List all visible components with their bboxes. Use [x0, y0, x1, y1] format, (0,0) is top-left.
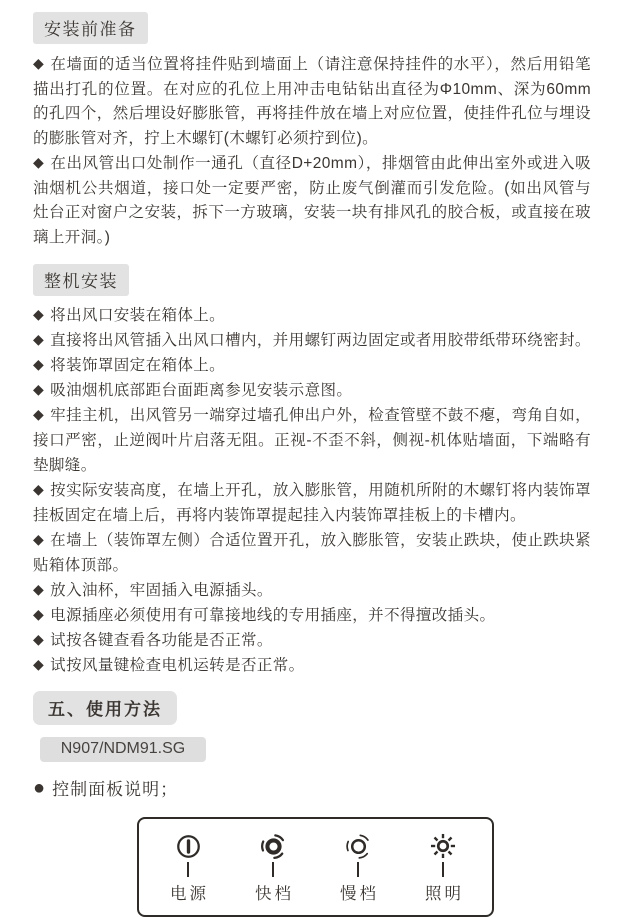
section-usage [33, 691, 591, 917]
list-item-text: 将出风口安装在箱体上。 [50, 307, 226, 324]
light-icon [430, 832, 456, 860]
section-header-usage: 五、使用方法 [33, 691, 177, 725]
fan-fast-icon [260, 832, 287, 860]
list-item-text: 吸油烟机底部距台面距离参见安装示意图。 [50, 382, 353, 399]
list-item [33, 653, 591, 678]
list-item-text: 按实际安装高度，在墙上开孔，放入膨胀管，用随机所附的木螺钉将内装饰罩挂板固定在墙上后，再将内装饰罩提起挂入内装饰罩挂板上的卡槽内。 [33, 482, 591, 524]
diamond-bullet-icon: ◆ [33, 606, 45, 622]
pointer-line [357, 862, 359, 877]
list-item [33, 628, 591, 653]
panel-button-slow [337, 832, 379, 905]
paragraph [33, 151, 591, 250]
model-number-badge: N907/NDM91.SG [40, 737, 206, 762]
panel-button-fast [252, 832, 294, 905]
panel-button-label: 慢档 [340, 885, 379, 903]
section-header-install: 整机安装 [33, 264, 129, 296]
list-item-text: 牢挂主机，出风管另一端穿过墙孔伸出户外，检查管壁不鼓不瘪，弯角自如，接口严密，止逆阀叶片启落无阻。正视-不歪不斜，侧视-机体贴墙面，下端略有垫脚缝。 [33, 407, 591, 474]
list-item-text: 电源插座必须使用有可靠接地线的专用插座，并不得擅改插头。 [50, 607, 496, 624]
panel-button-light [422, 832, 464, 905]
list-item-text: 直接将出风管插入出风口槽内，并用螺钉两边固定或者用胶带纸带环绕密封。 [50, 332, 591, 349]
fan-slow-icon [345, 832, 372, 860]
list-item-text: 试按风量键检查电机运转是否正常。 [50, 657, 305, 674]
panel-note-text: 控制面板说明； [52, 780, 179, 799]
diamond-bullet-icon: ◆ [33, 331, 45, 347]
power-icon [175, 832, 202, 860]
list-item-text: 放入油杯，牢固插入电源插头。 [50, 582, 273, 599]
paragraph-text: 在出风管出口处制作一通孔（直径D+20mm），排烟管由此伸出室外或进入吸油烟机公共烟道，接口处一定要严密，防止废气倒灌而引发危险。(如出风管与灶台正对窗户之安装，拆下一方玻璃，安装一块有排风孔的胶合板，或直接在玻璃上开洞。) [33, 155, 591, 246]
control-panel-diagram [137, 817, 494, 917]
diamond-bullet-icon: ◆ [33, 55, 45, 71]
diamond-bullet-icon: ◆ [33, 481, 45, 497]
diamond-bullet-icon: ◆ [33, 381, 45, 397]
panel-button-power [167, 832, 209, 905]
pointer-line [442, 862, 444, 877]
list-item [33, 603, 591, 628]
section-install [33, 264, 591, 678]
panel-note [33, 775, 591, 800]
pointer-line [272, 862, 274, 877]
list-item-text: 将装饰罩固定在箱体上。 [50, 357, 226, 374]
panel-button-label: 照明 [425, 885, 464, 903]
list-item [33, 478, 591, 528]
list-item [33, 353, 591, 378]
paragraph [33, 52, 591, 151]
circle-bullet-icon: ● [33, 776, 47, 799]
paragraph-text: 在墙面的适当位置将挂件贴到墙面上（请注意保持挂件的水平），然后用铅笔描出打孔的位置。在对应的孔位上用冲击电钻钻出直径为Φ10mm、深为60mm的孔四个，然后埋设好膨胀管，再将挂件放在墙上对应位置，使挂件孔位与埋设的膨胀管对齐，拧上木螺钉(木螺钉必须拧到位)。 [33, 56, 591, 147]
list-item [33, 578, 591, 603]
diamond-bullet-icon: ◆ [33, 581, 45, 597]
diamond-bullet-icon: ◆ [33, 154, 45, 170]
section-header-pre-install: 安装前准备 [33, 12, 148, 44]
diamond-bullet-icon: ◆ [33, 631, 45, 647]
list-item [33, 378, 591, 403]
list-item [33, 528, 591, 578]
list-item [33, 303, 591, 328]
diamond-bullet-icon: ◆ [33, 531, 45, 547]
list-item [33, 403, 591, 478]
list-item [33, 328, 591, 353]
diamond-bullet-icon: ◆ [33, 406, 45, 422]
list-item-text: 在墙上（装饰罩左侧）合适位置开孔，放入膨胀管，安装止跌块，使止跌块紧贴箱体顶部。 [33, 532, 591, 574]
pointer-line [187, 862, 189, 877]
panel-button-label: 电源 [170, 885, 209, 903]
section-pre-install [33, 12, 591, 250]
list-item-text: 试按各键查看各功能是否正常。 [50, 632, 273, 649]
diamond-bullet-icon: ◆ [33, 656, 45, 672]
diamond-bullet-icon: ◆ [33, 356, 45, 372]
diamond-bullet-icon: ◆ [33, 306, 45, 322]
panel-button-label: 快档 [255, 885, 294, 903]
